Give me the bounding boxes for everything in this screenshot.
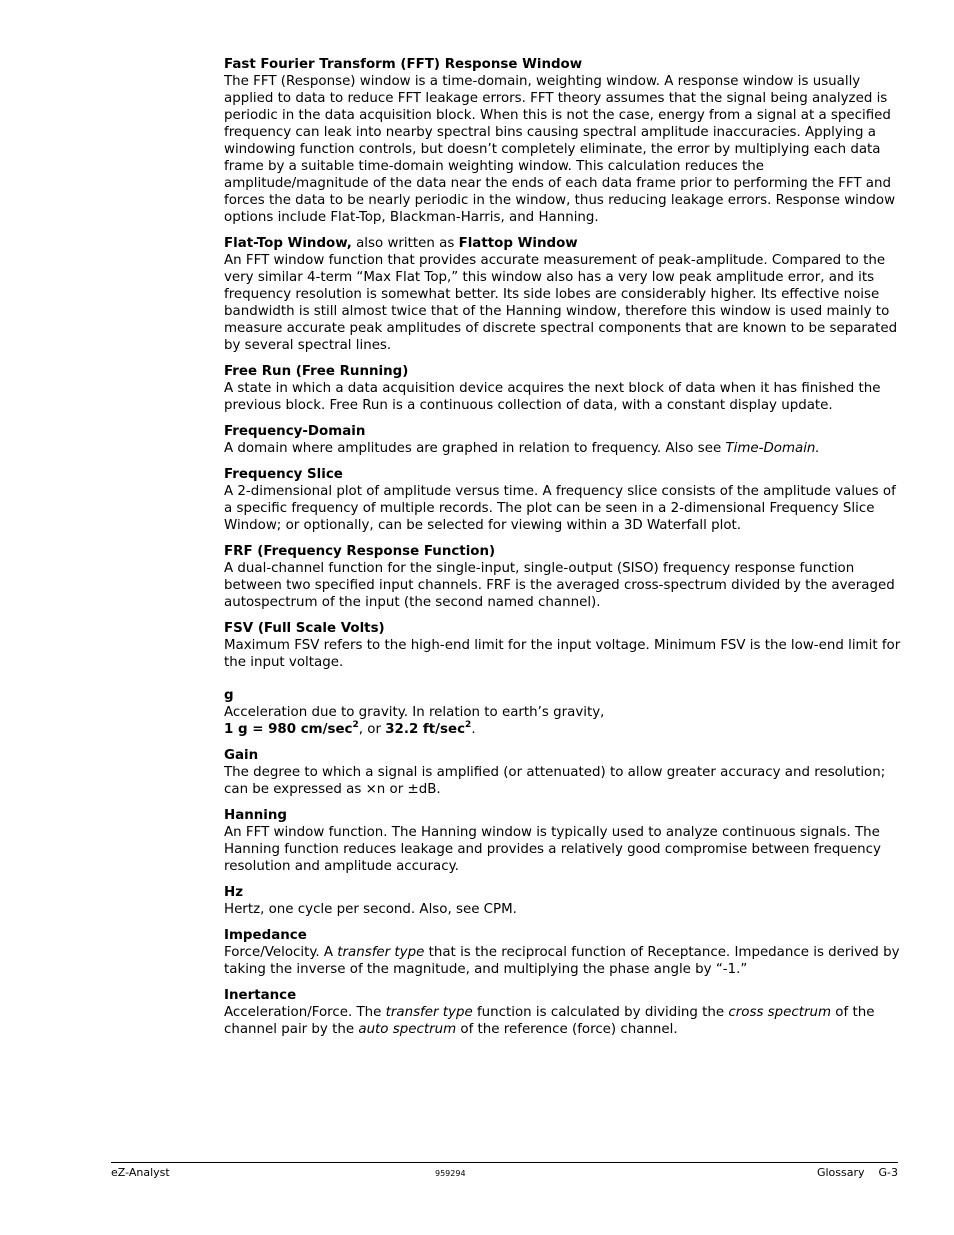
term-frequency-domain: Frequency-Domain — [224, 424, 366, 439]
definition-frequency-domain — [224, 440, 902, 457]
definition-freerun: A state in which a data acquisition device acquires the next block of data when it has finished the previous block. Free Run is a continuous collection of data, with a constant display update. — [224, 381, 881, 413]
footer-divider — [111, 1162, 898, 1163]
term-frf: FRF (Frequency Response Function) — [224, 544, 496, 559]
definition-impedance — [224, 944, 902, 978]
formula-ft-exponent: 2 — [465, 720, 472, 730]
definition-inertance — [224, 1004, 902, 1038]
definition-frequency-slice: A 2-dimensional plot of amplitude versus time. A frequency slice consists of the amplitude values of a specific frequency of multiple records. The plot can be seen in a 2-dimensional Frequency Slice Window; or optionally, can be selected for viewing within a 3D Waterfall plot. — [224, 484, 896, 533]
entry-fft — [224, 56, 902, 226]
definition-fsv: Maximum FSV refers to the high-end limit for the input voltage. Minimum FSV is the low-end limit for the input voltage. — [224, 638, 901, 670]
definition-impedance-italic: transfer type — [337, 945, 425, 960]
entry-hz — [224, 884, 902, 918]
entry-hanning — [224, 807, 902, 875]
definition-inertance-d: of the reference (force) channel. — [456, 1022, 678, 1037]
term-hz: Hz — [224, 885, 244, 900]
term-hanning: Hanning — [224, 808, 288, 823]
definition-hanning: An FFT window function. The Hanning window is typically used to analyze continuous signals. The Hanning function reduces leakage and provides a relatively good compromise between frequency resolution and amplitude accuracy. — [224, 825, 881, 874]
entry-gain — [224, 747, 902, 798]
definition-inertance-italic-2: cross spectrum — [728, 1005, 832, 1020]
formula-cm-text: 1 g = 980 cm/sec — [224, 722, 353, 737]
formula-ft-text: 32.2 ft/sec — [385, 722, 466, 737]
entry-frf — [224, 543, 902, 611]
definition-g: Acceleration due to gravity. In relation to earth’s gravity, — [224, 705, 605, 720]
term-inertance: Inertance — [224, 988, 297, 1003]
term-fft: Fast Fourier Transform (FFT) Response Window — [224, 57, 583, 72]
definition-inertance-b: function is calculated by dividing the — [472, 1005, 729, 1020]
formula-ft — [385, 722, 471, 737]
definition-gain: The degree to which a signal is amplified (or attenuated) to allow greater accuracy and resolution; can be expressed as ×n or ±dB. — [224, 765, 886, 797]
term-g: g — [224, 688, 234, 703]
entry-frequency-slice — [224, 466, 902, 534]
term-flattop-main: Flat-Top Window, — [224, 236, 352, 251]
definition-frequency-domain-ref: Time-Domain. — [725, 441, 820, 456]
entry-freerun — [224, 363, 902, 414]
entry-impedance — [224, 927, 902, 978]
term-flattop — [224, 235, 902, 252]
formula-cm — [224, 722, 359, 737]
definition-inertance-italic-3: auto spectrum — [358, 1022, 457, 1037]
footer-page-label: Glossary G-3 — [816, 1166, 898, 1179]
definition-impedance-a: Force/Velocity. A — [224, 945, 338, 960]
footer-product-name: eZ-Analyst — [111, 1166, 170, 1179]
entry-fsv — [224, 620, 902, 671]
term-freerun: Free Run (Free Running) — [224, 364, 409, 379]
term-impedance: Impedance — [224, 928, 307, 943]
definition-flattop: An FFT window function that provides accurate measurement of peak-amplitude. Compared to the very similar 4-term “Max Flat Top,” this window also has a very low peak amplitude error, and its frequency resolution is somewhat better. Its side lobes are considerably higher. Its effective noise bandwidth is still almost twice that of the Hanning window, therefore this window is used mainly to measure accurate peak amplitudes of discrete spectral components that are known to be separated by several spectral lines. — [224, 253, 898, 353]
footer-document-number: 959294 — [435, 1169, 466, 1178]
entry-flattop — [224, 235, 902, 354]
definition-inertance-italic-1: transfer type — [385, 1005, 473, 1020]
entry-inertance — [224, 987, 902, 1038]
term-frequency-slice: Frequency Slice — [224, 467, 343, 482]
term-gain: Gain — [224, 748, 259, 763]
definition-fft: The FFT (Response) window is a time-domain, weighting window. A response window is usually applied to data to reduce FFT leakage errors. FFT theory assumes that the signal being analyzed is periodic in the data acquisition block. When this is not the case, energy from a signal at a specified frequency can leak into nearby spectral bins causing spectral amplitude inaccuracies. Applying a windowing function controls, but doesn’t completely eliminate, the error by multiplying each data frame by a suitable time-domain weighting window. This calculation reduces the amplitude/magnitude of the data near the ends of each data frame prior to performing the FFT and forces the data to be nearly periodic in the window, thus reducing leakage errors. Response window options include Flat-Top, Blackman-Harris, and Hanning. — [224, 74, 896, 225]
glossary-content — [224, 56, 902, 1047]
formula-end: . — [471, 722, 476, 737]
formula-separator: , or — [358, 722, 386, 737]
definition-impedance-b: that is the reciprocal function of Receptance. Impedance is derived by taking the inverse of the magnitude, and multiplying the phase angle by “-1.” — [224, 945, 900, 977]
definition-hz: Hertz, one cycle per second. Also, see CPM. — [224, 902, 517, 917]
definition-inertance-a: Acceleration/Force. The — [224, 1005, 386, 1020]
definition-g-formula — [224, 721, 902, 738]
term-fsv: FSV (Full Scale Volts) — [224, 621, 385, 636]
entry-g — [224, 687, 902, 738]
definition-inertance-c: of the channel pair by the — [224, 1005, 875, 1037]
entry-frequency-domain — [224, 423, 902, 457]
definition-frf: A dual-channel function for the single-input, single-output (SISO) frequency response function between two specified input channels. FRF is the averaged cross-spectrum divided by the averaged autospectrum of the input (the second named channel). — [224, 561, 895, 610]
formula-cm-exponent: 2 — [352, 720, 359, 730]
term-flattop-also: also written as — [351, 236, 459, 251]
definition-frequency-domain-text: A domain where amplitudes are graphed in relation to frequency. Also see — [224, 441, 726, 456]
term-flattop-alt: Flattop Window — [458, 236, 578, 251]
